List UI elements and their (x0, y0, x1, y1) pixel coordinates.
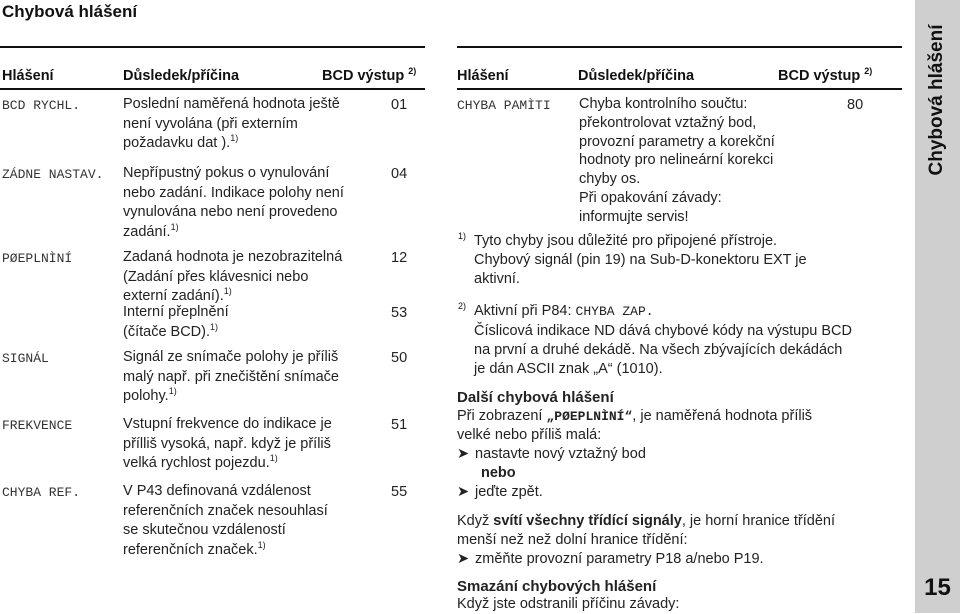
arrow-bullet-icon: ➤ (457, 484, 470, 500)
left-header-cause: Důsledek/příčina (123, 68, 240, 84)
footnote-text: Aktivní při P84: CHYBA ZAP. (474, 303, 654, 319)
error-cause: Vstupní frekvence do indikace je přílliš vysoká, např. když je příliš velká rychlost pojezdu.$^{1)}$ (123, 416, 332, 471)
error-code: FREKVENCE (2, 418, 73, 433)
error-code: BCD RYCHL. (2, 98, 81, 113)
sidebar-tab (915, 0, 960, 613)
error-cause: Interní přeplnění (čítače BCD).$^{1)}$ (123, 304, 229, 340)
left-header-bcd: BCD výstup $^{2)}$ (322, 66, 417, 84)
bcd-value: 51 (391, 417, 408, 433)
title-rule (0, 46, 425, 48)
sidebar-title: Chybová hlášení (926, 24, 947, 176)
footnote-mark: 1) (458, 231, 467, 241)
right-top-rule (457, 46, 902, 48)
clear-paragraph: Když jste odstranili příčinu závady: (457, 596, 680, 612)
arrow-bullet-icon: ➤ (457, 551, 470, 567)
error-cause: V P43 definovaná vzdálenost referenčních značek nesouhlasí se skutečnou vzdáleností referenčních značek.$^{1)}$ (123, 483, 328, 558)
footnote-detail: Číslicová indikace ND dává chybové kódy na výstupu BCD na první a druhé dekádě. Na všech zbývajících dekádách je dán ASCII znak „A“ (1010). (474, 323, 852, 377)
error-cause: Poslední naměřená hodnota ještě není vyvolána (při externím požadavku dat ).$^{1)}$ (123, 96, 340, 151)
right-header-bcd: BCD výstup $^{2)}$ (778, 66, 873, 84)
error-code: SIGNÁL (2, 351, 49, 366)
section-heading: Smazání chybových hlášení (457, 578, 657, 595)
bcd-value: 12 (391, 250, 408, 266)
error-cause: Chyba kontrolního součtu: překontrolovat vztažný bod, provozní parametry a korekční hodnoty pro nelineární korekci chyby os. Při opakování závady: informujte servis! (579, 96, 775, 225)
footnote-text: Tyto chyby jsou důležité pro připojené přístroje. Chybový signál (pin 19) na Sub-D-konektoru EXT je aktivní. (474, 233, 807, 287)
bcd-value: 80 (847, 97, 864, 113)
bcd-value: 50 (391, 350, 408, 366)
arrow-bullet-icon: ➤ (457, 446, 470, 462)
error-cause: Zadaná hodnota je nezobrazitelná (Zadání přes klávesnici nebo externí zadání).$^{1)}$ (123, 249, 343, 304)
error-code: CHYBA PAMÌTI (457, 98, 551, 113)
error-cause: Signál ze snímače polohy je příliš malý např. při znečištění snímače polohy.$^{1)}$ (123, 349, 339, 404)
error-code: ZÁDNE NASTAV. (2, 167, 104, 182)
error-code: PØEPLNÌNÍ (2, 251, 73, 266)
footnote-mark: 2) (458, 301, 467, 311)
bcd-value: 55 (391, 484, 408, 500)
bcd-value: 04 (391, 166, 408, 182)
bcd-value: 53 (391, 305, 408, 321)
error-code: CHYBA REF. (2, 485, 81, 500)
right-header-message: Hlášení (457, 68, 509, 84)
right-header-rule (457, 88, 902, 90)
error-cause: Nepřípustný pokus o vynulování nebo zadání. Indikace polohy není vynulována nebo není provedeno zadání.$^{1)}$ (123, 165, 344, 240)
left-header-rule (0, 88, 425, 90)
page-title: Chybová hlášení (2, 2, 138, 21)
further-paragraph: Při zobrazení „PØEPLNÌNÍ“, je naměřená hodnota příliš velké nebo příliš malá: ➤ nastavte nový vztažný bod nebo ➤ jeďte zpět. (457, 408, 813, 500)
bcd-value: 01 (391, 97, 408, 113)
sorting-paragraph: Když svítí všechny třídící signály, je horní hranice třídění menší než než dolní hranice třídění: ➤ změňte provozní parametry P18 a/nebo P19. (457, 513, 835, 567)
right-header-cause: Důsledek/příčina (578, 68, 695, 84)
page-number: 15 (924, 574, 951, 601)
left-header-message: Hlášení (2, 68, 54, 84)
section-heading: Další chybová hlášení (457, 389, 614, 406)
